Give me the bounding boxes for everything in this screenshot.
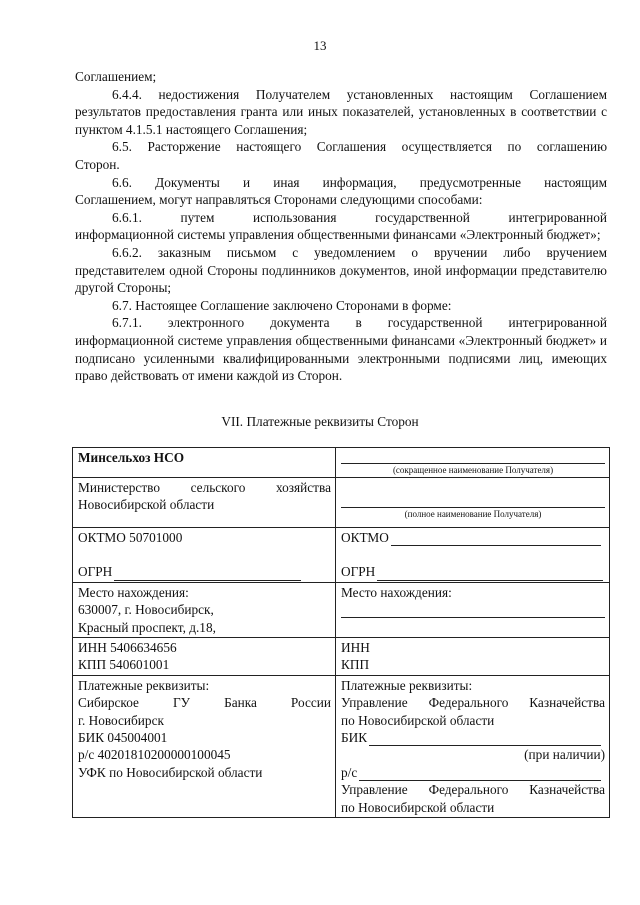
recipient-full-name-cell [336,478,610,528]
recipient-payment-label: Платежные реквизиты: [341,677,473,693]
recipient-ufk2-line-2: по Новосибирской области [341,799,495,815]
ministry-ogrn-label: ОГРН [78,564,113,580]
payment-details-table [72,447,610,818]
ministry-location-line-2: Красный проспект, д.18, [78,619,216,635]
table-row [73,638,610,676]
recipient-oktmo-line [391,532,601,546]
paragraph-6-6-2-rest: представителем одной Стороны подлинников документов, иной информации представителю другой Стороны; [75,262,607,296]
table-row [73,582,610,637]
recipient-short-name-caption: (сокращенное наименование Получателя) [392,465,554,475]
paragraph-6-6-1-first: 6.6.1. путем использования государственной интегрированной [112,209,607,225]
recipient-codes-cell [336,528,610,583]
ministry-ufk: УФК по Новосибирской области [78,764,263,780]
paragraph-6-5-first: 6.5. Расторжение настоящего Соглашения осуществляется по соглашению [112,139,607,155]
recipient-location-label: Место нахождения: [341,584,452,600]
ministry-full-name-cell [73,478,336,528]
ministry-location-cell [73,582,336,637]
table-row [73,448,610,478]
paragraph-6-4-4-first: 6.4.4. недостижения Получателем установленных настоящим Соглашением [112,86,607,102]
recipient-ogrn-line [377,567,603,581]
recipient-ufk-line-2: по Новосибирской области [341,712,495,728]
recipient-account-label: р/с [341,764,358,780]
recipient-kpp: КПП [341,657,370,673]
ministry-short-name-cell [73,448,336,478]
section-title: VII. Платежные реквизиты Сторон [221,414,419,429]
recipient-tax-cell [336,638,610,676]
ministry-bank-city: г. Новосибирск [78,712,164,728]
recipient-full-name-caption: (полное наименование Получателя) [404,509,542,519]
ministry-codes-cell [73,528,336,583]
recipient-oktmo-label: ОКТМО [341,530,389,545]
recipient-location-line [341,601,605,618]
paragraph-6-7-1-first: 6.7.1. электронного документа в государственной интегрированной [112,315,607,331]
ministry-inn: ИНН 5406634656 [78,640,177,656]
paragraph-6-6-rest: Соглашением, могут направляться Сторонами следующими способами: [75,192,483,208]
paragraph-6-6-1-rest: информационной системы управления общественными финансами «Электронный бюджет»; [75,227,601,243]
ministry-ogrn-line [114,567,301,581]
ministry-payment-cell [73,675,336,817]
recipient-short-name-line [341,449,605,464]
recipient-bik-line [369,732,601,746]
ministry-payment-label: Платежные реквизиты: [78,677,210,693]
recipient-inn: ИНН [341,640,370,656]
ministry-kpp: КПП 540601001 [78,657,170,673]
ministry-tax-cell [73,638,336,676]
ministry-location-line-1: 630007, г. Новосибирск, [78,602,214,618]
recipient-location-cell [336,582,610,637]
page-number: 13 [313,38,327,53]
paragraph-6-7-1-rest: информационной системе управления общественными финансами «Электронный бюджет» и подписано усиленными квалифицированными электронными подписями лиц, имеющих право действовать от имени каждой из Сторон. [75,332,607,384]
paragraph-6-7: 6.7. Настоящее Соглашение заключено Сторонами в форме: [112,297,452,313]
recipient-short-name-cell [336,448,610,478]
ministry-location-label: Место нахождения: [78,584,189,600]
ministry-account: р/с 40201810200000100045 [78,747,231,763]
recipient-bik-label: БИК [341,730,368,746]
ministry-oktmo: ОКТМО 50701000 [78,530,183,545]
recipient-ufk2-line-1: Управление Федерального Казначейства [341,782,605,798]
ministry-full-name: Министерство сельского хозяйства Новосибирской области [78,480,331,513]
paragraph-6-5-rest: Сторон. [75,156,120,172]
table-row [73,478,610,528]
recipient-payment-cell [336,675,610,817]
recipient-full-name-line [341,503,605,508]
ministry-bank: Сибирское ГУ Банка России [78,695,331,711]
paragraph-6-4-4-rest: результатов предоставления гранта или иных показателей, установленных в соответствии с пунктом 4.1.5.1 настоящего Соглашения; [75,104,607,137]
paragraph-6-6-first: 6.6. Документы и иная информация, предусмотренные настоящим [112,174,607,190]
recipient-ogrn-label: ОГРН [341,564,376,580]
agreement-text [75,68,607,385]
ministry-bik: БИК 045004001 [78,730,168,746]
ministry-short-name: Минсельхоз НСО [78,450,185,465]
table-row [73,528,610,583]
recipient-ufk-line-1: Управление Федерального Казначейства [341,695,605,711]
paragraph-6-6-2-first: 6.6.2. заказным письмом с уведомлением о вручении либо вручением [112,244,607,260]
recipient-if-any-note: (при наличии) [524,747,605,763]
table-row [73,675,610,817]
recipient-account-line [359,767,601,781]
paragraph-continuation: Соглашением; [75,69,157,84]
